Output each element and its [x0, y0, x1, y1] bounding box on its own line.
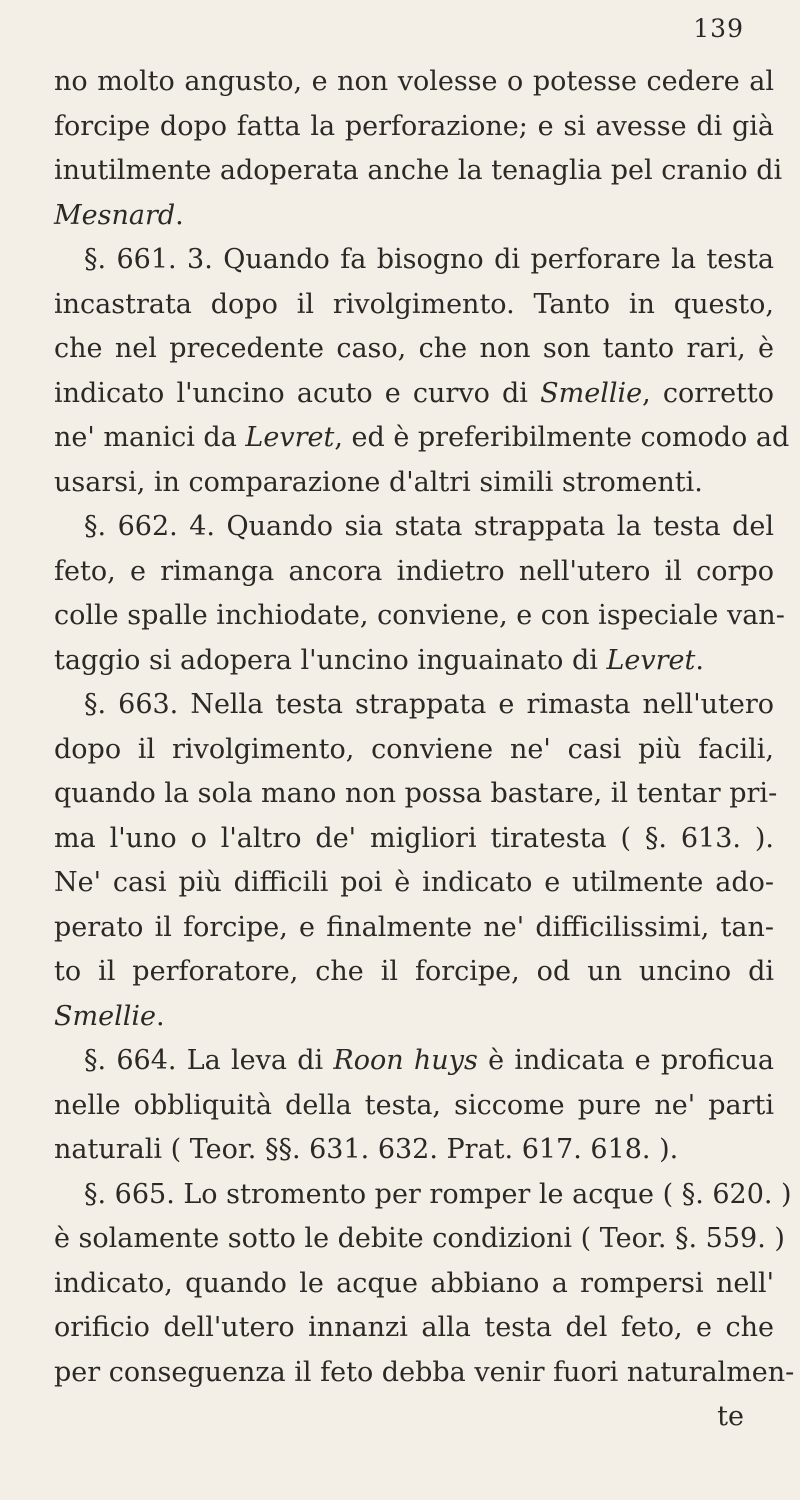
text-line — [54, 683, 774, 728]
line-text: ma l'uno o l'altro de' migliori tiratesta ( §. 613. ). — [54, 822, 774, 854]
text-line — [54, 950, 774, 995]
text-line — [54, 995, 774, 1040]
line-text: §. 662. 4. Quando sia stata strappata la testa del — [84, 511, 774, 542]
line-text: orificio dell'utero innanzi alla testa del feto, e che — [54, 1312, 774, 1343]
text-line — [54, 105, 774, 150]
line-text: perato il forcipe, e finalmente ne' difficilissimi, tan- — [54, 911, 774, 943]
text-line — [54, 817, 774, 862]
text-line — [54, 461, 774, 506]
line-text: indicato, quando le acque abbiano a rompersi nell' — [54, 1267, 774, 1299]
line-italic: Roon huys — [333, 1045, 478, 1076]
line-text: feto, e rimanga ancora indietro nell'utero il corpo — [54, 555, 774, 587]
line-text: colle spalle inchiodate, conviene, e con ispeciale van- — [54, 600, 785, 631]
text-line — [54, 639, 774, 684]
text-line — [54, 238, 774, 283]
text-line — [54, 772, 778, 817]
text-line — [54, 149, 783, 194]
line-text: ne' manici da — [54, 422, 246, 453]
text-line — [54, 906, 774, 951]
text-line — [54, 1351, 795, 1396]
text-line — [54, 194, 774, 239]
line-text: indicato l'uncino acuto e curvo di — [54, 377, 541, 409]
text-line — [54, 594, 785, 639]
text-line — [54, 861, 774, 906]
line-text-after: . — [175, 199, 184, 231]
line-text: Ne' casi più difficili poi è indicato e utilmente ado- — [54, 867, 774, 898]
text-line — [54, 1173, 792, 1218]
line-text: nelle obbliquità della testa, siccome pure ne' parti — [54, 1089, 774, 1121]
line-text: è solamente sotto le debite condizioni ( Teor. §. 559. ) — [54, 1223, 785, 1254]
line-italic: Levret — [245, 422, 335, 453]
text-line — [54, 1217, 785, 1262]
text-line — [54, 372, 774, 417]
line-text-after: , corretto — [642, 377, 774, 409]
line-text: §. 663. Nella testa strappata e rimasta nell'utero — [84, 689, 774, 720]
line-text: per conseguenza il feto debba venir fuori naturalmen- — [54, 1356, 795, 1388]
line-text: incastrata dopo il rivolgimento. Tanto in questo, — [54, 288, 774, 320]
text-line — [54, 283, 774, 328]
text-line — [54, 1128, 774, 1173]
line-text-after: , ed è preferibilmente comodo ad — [334, 422, 790, 453]
line-text: dopo il rivolgimento, conviene ne' casi più facili, — [54, 733, 774, 765]
line-italic: Smellie — [540, 377, 643, 409]
text-line — [54, 327, 774, 372]
line-italic: Smellie — [54, 1000, 156, 1032]
text-line — [54, 1262, 774, 1307]
line-text: §. 661. 3. Quando fa bisogno di perforare la testa — [84, 244, 774, 275]
line-text: usarsi, in comparazione d'altri simili stromenti. — [54, 466, 703, 498]
text-line — [54, 550, 774, 595]
body-text — [54, 60, 795, 1440]
line-text-after: . — [155, 1000, 165, 1032]
text-line — [54, 60, 774, 105]
text-line — [54, 1306, 774, 1351]
text-line — [54, 416, 790, 461]
text-line — [54, 728, 774, 773]
line-text: §. 664. La leva di — [84, 1045, 334, 1076]
line-text: quando la sola mano non possa bastare, il tentar pri- — [54, 778, 778, 809]
line-text: §. 665. Lo stromento per romper le acque ( §. 620. ) — [84, 1178, 792, 1210]
line-text-after: . — [695, 644, 704, 676]
line-text: inutilmente adoperata anche la tenaglia pel cranio di — [54, 155, 783, 186]
catchword: te — [717, 1401, 744, 1432]
text-line — [54, 1039, 774, 1084]
line-text: no molto angusto, e non volesse o potesse cedere al — [54, 66, 774, 97]
line-text: taggio si adopera l'uncino inguainato di — [54, 644, 607, 676]
line-text: to il perforatore, che il forcipe, od un uncino di — [54, 956, 774, 987]
text-line — [54, 1084, 774, 1129]
line-italic: Levret — [606, 644, 696, 676]
text-line — [54, 505, 774, 550]
page-number: 139 — [693, 14, 744, 43]
line-text-after: è indicata e proficua — [477, 1045, 774, 1076]
line-text: naturali ( Teor. §§. 631. 632. Prat. 617. 618. ). — [54, 1134, 679, 1165]
line-text: forcipe dopo fatta la perforazione; e si avesse di già — [54, 110, 774, 142]
line-italic: Mesnard — [54, 199, 176, 231]
line-text: che nel precedente caso, che non son tanto rari, è — [54, 333, 774, 364]
